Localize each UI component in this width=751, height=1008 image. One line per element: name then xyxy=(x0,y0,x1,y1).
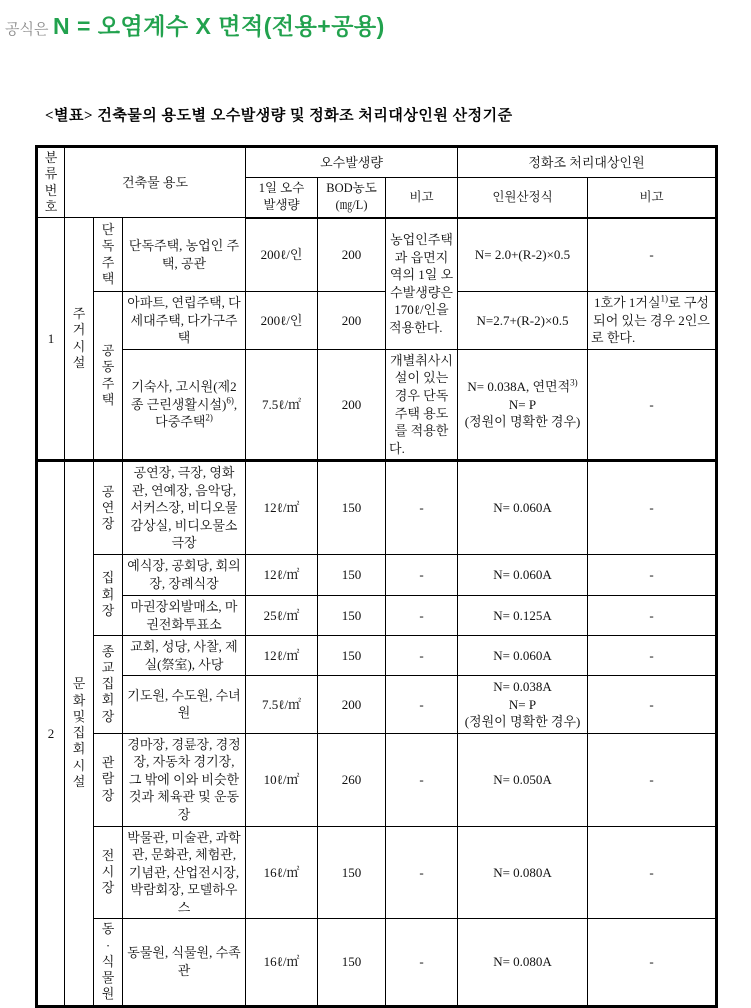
cell-sub-r2d xyxy=(94,636,123,734)
cell-daily-r2f: 10ℓ/㎡ xyxy=(246,733,318,826)
cell-daily-r1a: 200ℓ/인 xyxy=(246,218,318,292)
cell-formula-r1a: N= 2.0+(R-2)×0.5 xyxy=(458,218,588,292)
usage-r1c-part2: , 다중주택 xyxy=(155,396,238,430)
sub-multi-label: 공동주택 xyxy=(101,343,115,407)
usage-r1c-part1: 기숙사, 고시원(제2종 근린생활시설) xyxy=(130,379,237,412)
cell-bod-r2e: 200 xyxy=(318,676,386,734)
cell-bod-r1b: 200 xyxy=(318,292,386,350)
header-daily-sewage: 1일 오수 발생량 xyxy=(246,177,318,217)
cell-daily-r2g: 16ℓ/㎡ xyxy=(246,826,318,919)
cell-note1-r2d: - xyxy=(386,636,458,676)
cell-note2-r2e: - xyxy=(588,676,717,734)
cell-note2-r2c: - xyxy=(588,595,717,635)
sub-r2f-label: 관람장 xyxy=(101,755,115,803)
header-sewage-group: 오수발생량 xyxy=(246,147,458,178)
cell-usage-r1b: 아파트, 연립주택, 다세대주택, 다가구주택 xyxy=(123,292,246,350)
cell-bod-r2c: 150 xyxy=(318,595,386,635)
pollution-formula: N = 오염계수 X 면적(전용+공용) xyxy=(52,13,385,39)
cell-formula-r2h: N= 0.080A xyxy=(458,919,588,1007)
header-building-use: 건축물 용도 xyxy=(65,147,246,218)
row-betting-office xyxy=(37,595,717,635)
note2-r1b-sup: 1) xyxy=(660,293,669,304)
cell-section2-no: 2 xyxy=(37,461,65,1007)
cell-bod-r1c: 200 xyxy=(318,349,386,460)
formula-prefix: 공식은 xyxy=(5,21,49,38)
cell-note2-r2d: - xyxy=(588,636,717,676)
cell-daily-r2h: 16ℓ/㎡ xyxy=(246,919,318,1007)
usage-r1c-sup1: 6) xyxy=(226,395,234,406)
cell-usage-r2e: 기도원, 수도원, 수녀원 xyxy=(123,676,246,734)
header-class-no-label: 분류번호 xyxy=(44,150,58,214)
formula-r1c-sup: 3) xyxy=(570,377,578,388)
usage-r1c-sup2: 2) xyxy=(205,413,213,424)
cell-note1-r2f: - xyxy=(386,733,458,826)
table-title: <별표> 건축물의 용도별 오수발생량 및 정화조 처리대상인원 산정기준 xyxy=(45,108,513,124)
sub-r2d-label: 종교집회장 xyxy=(101,643,115,724)
cell-sub-multi xyxy=(94,292,123,461)
cell-usage-r2f: 경마장, 경륜장, 경정장, 자동차 경기장, 그 밖에 이와 비슷한 것과 체육관 및 운동장 xyxy=(123,733,246,826)
cell-usage-r2d: 교회, 성당, 사찰, 제실(祭室), 사당 xyxy=(123,636,246,676)
row-performance-hall xyxy=(37,461,717,555)
cell-formula-r1c xyxy=(458,349,588,460)
formula-r1c-part1: N= 0.038A, 연면적 xyxy=(467,379,571,395)
cell-bod-r2d: 150 xyxy=(318,636,386,676)
cell-daily-r2e: 7.5ℓ/㎡ xyxy=(246,676,318,734)
cell-sub-r2g xyxy=(94,826,123,919)
header-row-groups xyxy=(37,147,717,178)
row-prayer-house xyxy=(37,676,717,734)
cell-usage-r2a: 공연장, 극장, 영화관, 연예장, 음악당, 서커스장, 비디오물감상실, 비디오물소극장 xyxy=(123,461,246,555)
cell-formula-r2c: N= 0.125A xyxy=(458,595,588,635)
cell-note1-r2g: - xyxy=(386,826,458,919)
header-septic-group: 정화조 처리대상인원 xyxy=(458,147,717,178)
cell-bod-r1a: 200 xyxy=(318,218,386,292)
header-person-formula: 인원산정식 xyxy=(458,177,588,217)
row-zoo-botanical xyxy=(37,919,717,1007)
cell-usage-r2c: 마권장외발매소, 마권전화투표소 xyxy=(123,595,246,635)
cell-daily-r2b: 12ℓ/㎡ xyxy=(246,554,318,595)
row-apartment xyxy=(37,292,717,350)
section1-category-label: 주거시설 xyxy=(72,306,86,370)
note2-r1b-part1: 1호가 1거실 xyxy=(594,295,661,311)
note2-r1b-part2: 로 구성되어 있는 경우 2인으로 한다. xyxy=(591,295,710,346)
sub-r2g-label: 전시장 xyxy=(101,847,115,896)
formula-r1c-part2: N= P (정원이 명확한 경우) xyxy=(464,396,581,430)
row-racetrack xyxy=(37,733,717,826)
sub-single-label: 단독주택 xyxy=(101,222,115,286)
cell-formula-r2g: N= 0.080A xyxy=(458,826,588,919)
cell-note2-r2h: - xyxy=(588,919,717,1007)
row-detached-house xyxy=(37,218,717,292)
cell-section2-category xyxy=(65,461,94,1007)
cell-note1-shared: 농업인주택과 읍면지역의 1일 오수발생량은 170ℓ/인을 적용한다. xyxy=(386,218,458,350)
cell-usage-r2g: 박물관, 미술관, 과학관, 문화관, 체험관, 기념관, 산업전시장, 박람회장, 모델하우스 xyxy=(123,826,246,919)
cell-note2-r1a: - xyxy=(588,218,717,292)
cell-bod-r2h: 150 xyxy=(318,919,386,1007)
cell-usage-r1a: 단독주택, 농업인 주택, 공관 xyxy=(123,218,246,292)
cell-bod-r2b: 150 xyxy=(318,554,386,595)
cell-formula-r2a: N= 0.060A xyxy=(458,461,588,555)
cell-sub-r2b xyxy=(94,554,123,635)
standards-table xyxy=(35,145,718,1008)
cell-usage-r1c xyxy=(123,349,246,460)
cell-sub-r2h xyxy=(94,919,123,1007)
cell-sub-r2a xyxy=(94,461,123,555)
sub-r2b-label: 집회장 xyxy=(101,570,115,618)
cell-formula-r1b: N=2.7+(R-2)×0.5 xyxy=(458,292,588,350)
cell-note1-r2e: - xyxy=(386,676,458,734)
cell-daily-r2d: 12ℓ/㎡ xyxy=(246,636,318,676)
cell-note2-r2f: - xyxy=(588,733,717,826)
cell-daily-r1b: 200ℓ/인 xyxy=(246,292,318,350)
cell-daily-r2c: 25ℓ/㎡ xyxy=(246,595,318,635)
cell-bod-r2g: 150 xyxy=(318,826,386,919)
cell-note1-r2b: - xyxy=(386,554,458,595)
cell-sub-single xyxy=(94,218,123,292)
row-exhibition-hall xyxy=(37,826,717,919)
cell-daily-r2a: 12ℓ/㎡ xyxy=(246,461,318,555)
cell-formula-r2f: N= 0.050A xyxy=(458,733,588,826)
header-bod: BOD농도 (㎎/L) xyxy=(318,177,386,217)
cell-note2-r2a: - xyxy=(588,461,717,555)
formula-line xyxy=(0,0,751,41)
row-assembly-hall xyxy=(37,554,717,595)
cell-note2-r2g: - xyxy=(588,826,717,919)
cell-note1-r2h: - xyxy=(386,919,458,1007)
cell-bod-r2a: 150 xyxy=(318,461,386,555)
cell-note1-r1c: 개별취사시설이 있는 경우 단독주택 용도를 적용한다. xyxy=(386,349,458,460)
header-class-no xyxy=(37,147,65,218)
cell-formula-r2b: N= 0.060A xyxy=(458,554,588,595)
cell-section1-category xyxy=(65,218,94,461)
cell-section1-no: 1 xyxy=(37,218,65,461)
sub-r2a-label: 공연장 xyxy=(101,483,115,532)
row-religious-assembly xyxy=(37,636,717,676)
cell-sub-r2f xyxy=(94,733,123,826)
cell-note2-r1c: - xyxy=(588,349,717,460)
cell-note1-r2a: - xyxy=(386,461,458,555)
cell-bod-r2f: 260 xyxy=(318,733,386,826)
cell-note2-r2b: - xyxy=(588,554,717,595)
header-note2: 비고 xyxy=(588,177,717,217)
cell-daily-r1c: 7.5ℓ/㎡ xyxy=(246,349,318,460)
header-note1: 비고 xyxy=(386,177,458,217)
cell-usage-r2h: 동물원, 식물원, 수족관 xyxy=(123,919,246,1007)
cell-formula-r2e: N= 0.038A N= P (정원이 명확한 경우) xyxy=(458,676,588,734)
section2-category-label: 문화및집회시설 xyxy=(72,676,86,789)
row-dormitory xyxy=(37,349,717,460)
cell-note1-r2c: - xyxy=(386,595,458,635)
cell-usage-r2b: 예식장, 공회당, 회의장, 장례식장 xyxy=(123,554,246,595)
cell-note2-r1b xyxy=(588,292,717,350)
sub-r2h-label: 동·식물원 xyxy=(101,921,115,1002)
cell-formula-r2d: N= 0.060A xyxy=(458,636,588,676)
